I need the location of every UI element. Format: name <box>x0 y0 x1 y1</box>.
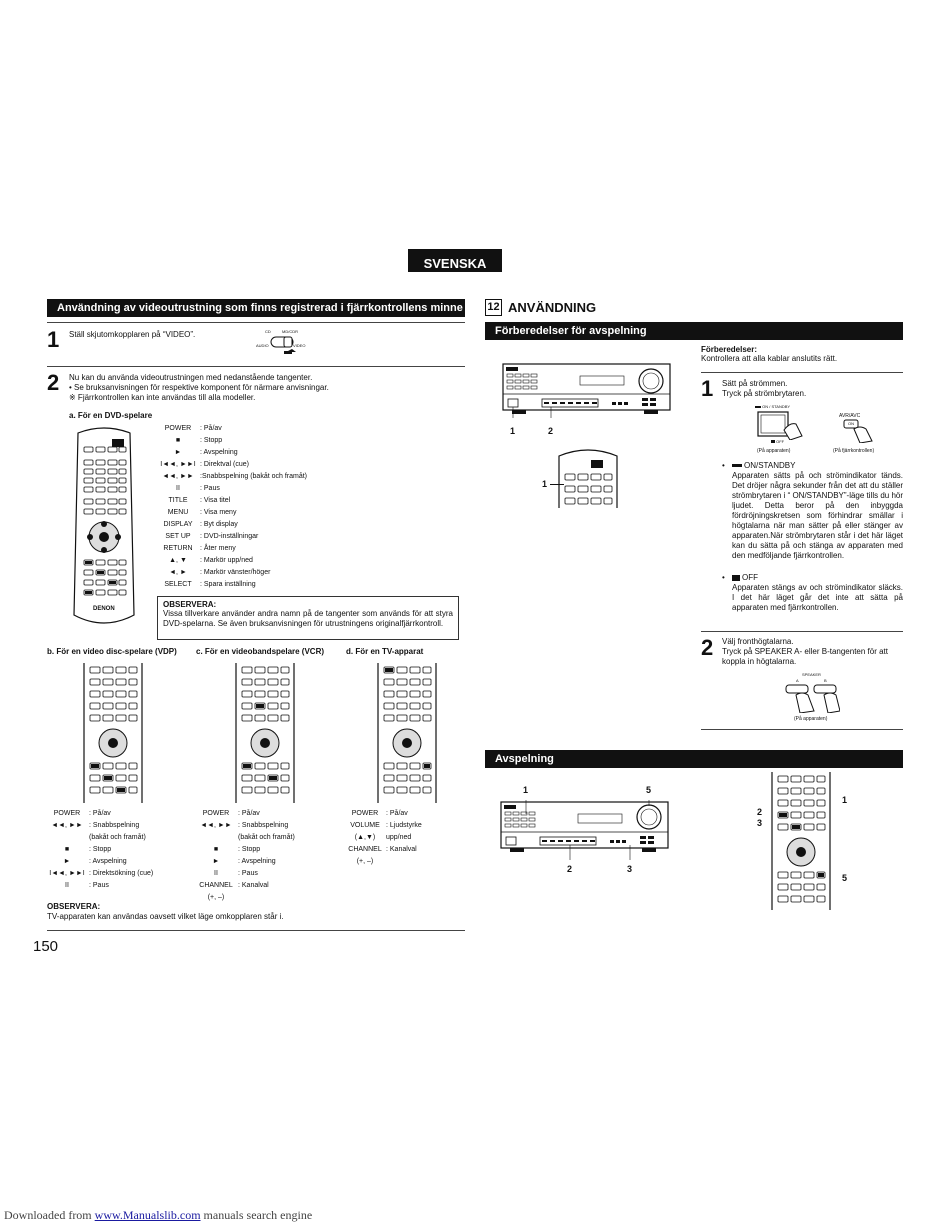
key-row <box>158 567 308 579</box>
caption-on-unit: (På apparaten) <box>757 448 791 454</box>
key-name: DISPLAY <box>163 521 193 528</box>
switch-label-audio: AUDIO <box>256 343 269 348</box>
key-function: : Avspelning <box>200 449 238 456</box>
key-function: (bakåt och framåt) <box>89 834 146 841</box>
on-label: ON <box>848 421 854 426</box>
avr-label: AVR/AVC <box>839 413 861 419</box>
right-step1-line2: Tryck på strömbrytaren. <box>722 389 807 398</box>
speaker-a-label: A <box>796 678 799 683</box>
key-name: VOLUME <box>350 822 380 829</box>
page-number: 150 <box>33 938 59 955</box>
key-name: ◄◄, ►► <box>162 473 194 480</box>
key-row <box>158 423 308 435</box>
key-row <box>196 856 341 868</box>
on-indicator-icon <box>755 406 761 408</box>
switch-icon <box>270 336 296 356</box>
key-function: : Snabbspelning <box>238 822 289 829</box>
key-name: ► <box>174 449 182 456</box>
remote-callout-5: 5 <box>842 873 848 883</box>
key-name: ◄◄, ►► <box>200 822 232 829</box>
key-row <box>346 832 456 844</box>
key-function: : Visa meny <box>200 509 237 516</box>
key-row <box>158 543 308 555</box>
section-title-left: Användning av videoutrustning som finns registrerad i fjärrkontrollens minne <box>47 299 465 317</box>
key-function: : På/av <box>89 810 111 817</box>
key-row <box>346 844 456 856</box>
key-function: : Paus <box>89 882 109 889</box>
bullet2-title: OFF <box>732 573 758 583</box>
key-row <box>47 820 192 832</box>
key-name <box>47 832 87 844</box>
switch-label-video: VIDEO <box>293 343 306 348</box>
dvd-key-table <box>158 423 308 591</box>
receiver-front-illustration <box>502 362 672 418</box>
key-name: MENU <box>167 509 189 516</box>
key-function: : Visa titel <box>200 497 231 504</box>
divider <box>701 372 903 373</box>
key-row <box>196 892 341 904</box>
play-callout-2: 2 <box>567 864 573 874</box>
divider <box>47 930 465 931</box>
tv-remote-illustration <box>374 663 440 803</box>
key-function: : På/av <box>386 810 408 817</box>
key-row <box>158 495 308 507</box>
key-row <box>158 519 308 531</box>
key-row <box>47 868 192 880</box>
key-row <box>47 880 192 892</box>
key-function <box>236 892 238 904</box>
key-row <box>346 820 456 832</box>
callout-2: 2 <box>548 426 554 436</box>
vcr-heading: c. För en videobandspelare (VCR) <box>196 647 325 656</box>
key-function <box>384 856 386 868</box>
key-name: II <box>176 485 180 492</box>
right-step-number-2: 2 <box>701 635 714 660</box>
remote-top-illustration <box>555 446 621 508</box>
key-row <box>47 856 192 868</box>
key-name <box>196 832 236 844</box>
prep-section-bar: Förberedelser för avspelning <box>485 322 903 340</box>
dvd-remote-illustration <box>72 425 136 629</box>
remote-brand-logo: DENON <box>93 606 115 612</box>
key-function: : Direktval (cue) <box>200 461 250 468</box>
remote-on-button-icon <box>840 419 874 443</box>
chapter-number-box: 12 <box>485 299 502 316</box>
key-name: II <box>214 870 218 877</box>
key-function: upp/ned <box>386 834 412 841</box>
key-name: ◄, ► <box>169 569 187 576</box>
speaker-buttons-hand-icon <box>784 683 840 713</box>
key-function: : Spara inställning <box>200 581 256 588</box>
step-number-1: 1 <box>47 327 60 352</box>
key-name: ■ <box>175 437 181 444</box>
key-function: : Paus <box>238 870 258 877</box>
speaker-b-label: B <box>824 678 827 683</box>
dvd-note-title: OBSERVERA: <box>163 600 217 609</box>
key-name: CHANNEL <box>199 882 233 889</box>
bullet2-text: Apparaten stängs av och strömindikator släcks. I det här läget går det inte att sätta på apparaten med fjärrkontrollen. <box>732 583 903 612</box>
right-step1-line1: Sätt på strömmen. <box>722 379 788 388</box>
key-row <box>196 880 341 892</box>
key-row <box>196 820 341 832</box>
callout-leader <box>550 484 564 485</box>
key-name: ▲, ▼ <box>169 557 187 564</box>
key-row <box>47 808 192 820</box>
key-function: : Paus <box>200 485 220 492</box>
language-tab: SVENSKA <box>408 249 502 272</box>
key-function: : Stopp <box>89 846 112 853</box>
footer-suffix: manuals search engine <box>200 1208 313 1222</box>
off-icon <box>732 575 740 581</box>
off-label: OFF <box>771 439 784 444</box>
key-name: II <box>65 882 69 889</box>
off-indicator-icon <box>771 440 775 443</box>
key-name: POWER <box>351 810 379 817</box>
bullet-dot: • <box>722 573 725 582</box>
play-callout-3: 3 <box>627 864 633 874</box>
vdp-heading: b. För en video disc-spelare (VDP) <box>47 647 177 656</box>
key-row <box>346 856 456 868</box>
vcr-key-table <box>196 808 341 904</box>
receiver-front-illustration-2 <box>500 800 670 860</box>
key-row <box>196 832 341 844</box>
key-name: ■ <box>213 846 219 853</box>
key-function: : På/av <box>238 810 260 817</box>
vcr-remote-illustration <box>232 663 298 803</box>
dvd-note-box <box>157 596 459 640</box>
step1-text: Ställ skjutomkopplaren på “VIDEO”. <box>69 330 196 339</box>
key-function: : Kanalval <box>386 846 417 853</box>
key-function: : Stopp <box>200 437 223 444</box>
tv-heading: d. För en TV-apparat <box>346 647 424 656</box>
key-row <box>158 471 308 483</box>
key-row <box>158 435 308 447</box>
footer-prefix: Downloaded from <box>4 1208 95 1222</box>
key-row <box>47 832 192 844</box>
callout-1-remote: 1 <box>542 479 548 489</box>
key-name: CHANNEL <box>348 846 382 853</box>
key-function: (bakåt och framåt) <box>238 834 295 841</box>
callout-1: 1 <box>510 426 516 436</box>
tv-key-table <box>346 808 456 868</box>
play-callout-5: 5 <box>646 785 652 795</box>
playback-section-bar: Avspelning <box>485 750 903 768</box>
key-name: (▲,▼) <box>354 834 376 841</box>
key-function: : Markör vänster/höger <box>200 569 271 576</box>
key-name: (+, –) <box>356 858 374 865</box>
key-name: POWER <box>164 425 192 432</box>
manualslib-link[interactable]: www.Manualslib.com <box>94 1208 201 1222</box>
power-button-hand-icon <box>756 410 804 440</box>
remote-callout-1: 1 <box>842 795 848 805</box>
bullet1-text: Apparaten sätts på och strömindikator tänds. Det dröjer några sekunder från det att du ställer strömbrytaren i “ ON/STANDBY”-läge tills du hör ljudet. Detta beror på den inbyggda fördröjningskretsen som förhindrar smällar i högtalarna när man sätter på eller stänger av apparaten.När strömbrytaren står i det här läget kan du sätta på och stänga av apparaten med den medföljande fjärrkontrollen. <box>732 471 904 560</box>
key-name: (+, –) <box>207 894 225 901</box>
key-row <box>158 507 308 519</box>
key-row <box>158 555 308 567</box>
step2-bullet1: • Se bruksanvisningen för respektive komponent för närmare anvisningar. <box>69 383 329 392</box>
key-name: SET UP <box>165 533 191 540</box>
speaker-label: SPEAKER <box>802 672 821 677</box>
key-row <box>346 808 456 820</box>
prep-heading: Förberedelser: <box>701 345 758 354</box>
remote-callout-2: 2 <box>757 807 763 817</box>
right-step2-line1: Välj fronthögtalarna. <box>722 637 794 646</box>
bullet-dot: • <box>722 461 725 470</box>
key-row <box>196 808 341 820</box>
key-name: I◄◄, ►►I <box>160 461 196 468</box>
step-number-2: 2 <box>47 370 60 395</box>
onstandby-label: ON / STANDBY <box>755 404 790 409</box>
key-function: : Markör upp/ned <box>200 557 253 564</box>
right-step2-line2: Tryck på SPEAKER A- eller B-tangenten för att koppla in högtalarna. <box>722 647 888 666</box>
switch-label-mdcdr: MD/CDR <box>282 329 298 334</box>
key-row <box>196 844 341 856</box>
key-name: RETURN <box>163 545 193 552</box>
key-function: : På/av <box>200 425 222 432</box>
key-function: : DVD-inställningar <box>200 533 259 540</box>
caption-on-remote: (På fjärrkontrollen) <box>833 448 875 454</box>
key-name: I◄◄, ►►I <box>49 870 85 877</box>
step2-line1: Nu kan du använda videoutrustningen med nedanstående tangenter. <box>69 373 313 382</box>
play-callout-1: 1 <box>523 785 529 795</box>
key-function: : Åter meny <box>200 545 236 552</box>
key-function: :Snabbspelning (bakåt och framåt) <box>200 473 308 480</box>
key-function: : Byt display <box>200 521 238 528</box>
vdp-key-table <box>47 808 192 892</box>
key-function: : Ljudstyrke <box>386 822 422 829</box>
key-function: : Direktsökning (cue) <box>89 870 154 877</box>
key-function: : Avspelning <box>238 858 276 865</box>
divider <box>47 366 465 367</box>
key-row <box>158 579 308 591</box>
chapter-title: ANVÄNDNING <box>508 300 597 315</box>
divider <box>47 322 465 323</box>
note2-title: OBSERVERA: <box>47 902 101 911</box>
on-standby-icon <box>732 464 742 467</box>
key-row <box>158 531 308 543</box>
key-name: TITLE <box>168 497 188 504</box>
key-row <box>196 868 341 880</box>
key-name: SELECT <box>164 581 192 588</box>
key-name: ■ <box>64 846 70 853</box>
key-row <box>158 447 308 459</box>
note2-text: TV-apparaten kan användas oavsett vilket läge omkopplaren står i. <box>47 912 284 921</box>
key-name: ◄◄, ►► <box>51 822 83 829</box>
key-name: ► <box>63 858 71 865</box>
key-name: POWER <box>202 810 230 817</box>
divider <box>701 631 903 632</box>
key-name: ► <box>212 858 220 865</box>
step2-bullet2: ※ Fjärrkontrollen kan inte användas till alla modeller. <box>69 393 256 402</box>
prep-text: Kontrollera att alla kablar anslutits rätt. <box>701 354 838 363</box>
key-function: : Avspelning <box>89 858 127 865</box>
bullet1-title: ON/STANDBY <box>732 461 795 471</box>
switch-label-cd: CD <box>265 329 271 334</box>
speaker-caption: (På apparaten) <box>794 716 828 722</box>
slide-switch-illustration <box>256 329 316 359</box>
vdp-remote-illustration <box>80 663 146 803</box>
key-function: : Kanalval <box>238 882 269 889</box>
key-row <box>158 483 308 495</box>
right-step-number-1: 1 <box>701 376 714 401</box>
key-name: POWER <box>53 810 81 817</box>
key-row <box>47 844 192 856</box>
key-row <box>158 459 308 471</box>
dvd-note-text: Vissa tillverkare använder andra namn på de tangenter som används för att styra DVD-spelarna. Se även bruksanvisningen för utrustningens originalfjärrkontroll. <box>163 609 453 628</box>
divider <box>701 729 903 730</box>
key-function: : Stopp <box>238 846 261 853</box>
remote-callout-3: 3 <box>757 818 763 828</box>
download-footer <box>4 1208 312 1223</box>
dvd-heading: a. För en DVD-spelare <box>69 411 153 420</box>
key-function: : Snabbspelning <box>89 822 140 829</box>
remote-playback-illustration <box>768 772 834 910</box>
